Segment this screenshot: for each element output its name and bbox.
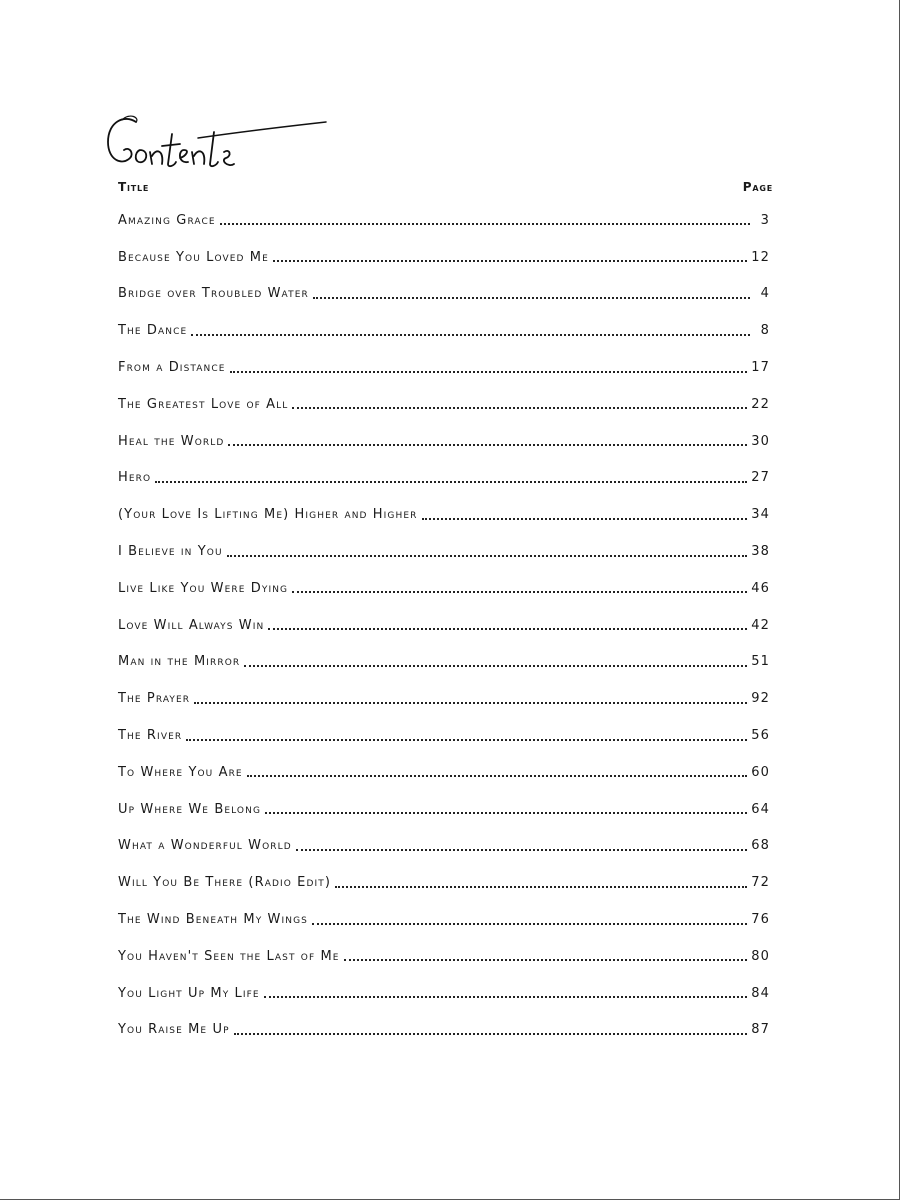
toc-entry-page-number: 22 <box>751 396 770 412</box>
dot-leader <box>422 506 748 520</box>
toc-entry-page-number: 34 <box>751 507 770 523</box>
toc-entry-page-number: 46 <box>751 580 770 596</box>
toc-entry[interactable] <box>118 864 770 901</box>
toc-entry[interactable] <box>118 938 770 975</box>
dot-leader <box>155 469 747 483</box>
toc-entry-title: Bridge over Troubled Water <box>118 286 309 302</box>
toc-entry[interactable] <box>118 460 770 497</box>
dot-leader <box>312 911 747 925</box>
toc-entry-title: Love Will Always Win <box>118 617 265 633</box>
dot-leader <box>264 984 748 998</box>
toc-entry-title: You Light Up My Life <box>118 985 260 1001</box>
toc-entry-title: You Haven't Seen the Last of Me <box>118 948 340 964</box>
dot-leader <box>244 653 747 667</box>
toc-entry-page-number: 8 <box>760 323 770 339</box>
dot-leader <box>186 727 747 741</box>
toc-entry[interactable] <box>118 386 770 423</box>
toc-entry[interactable] <box>118 828 770 865</box>
toc-entry-page-number: 12 <box>751 249 770 265</box>
dot-leader <box>220 211 750 225</box>
dot-leader <box>292 395 747 409</box>
toc-entry-page-number: 4 <box>760 286 770 302</box>
toc-entry-page-number: 80 <box>751 948 770 964</box>
page-column-label: Page <box>742 180 773 194</box>
toc-entry-title: Heal the World <box>118 433 225 449</box>
toc-entry-page-number: 92 <box>751 691 770 707</box>
dot-leader <box>194 690 747 704</box>
toc-entry-page-number: 42 <box>751 617 770 633</box>
dot-leader <box>335 874 747 888</box>
dot-leader <box>296 837 747 851</box>
toc-entry-title: Up Where We Belong <box>118 801 262 817</box>
toc-entry-page-number: 3 <box>760 212 770 228</box>
toc-entry[interactable] <box>118 312 770 349</box>
toc-entry-title: The Prayer <box>118 691 191 707</box>
dot-leader <box>247 763 748 777</box>
toc-entry[interactable] <box>118 644 770 681</box>
toc-entry-page-number: 38 <box>751 544 770 560</box>
toc-entry-title: The Wind Beneath My Wings <box>118 912 308 928</box>
title-column-label: Title <box>118 180 150 194</box>
toc-entry[interactable] <box>118 496 770 533</box>
toc-entry[interactable] <box>118 680 770 717</box>
dot-leader <box>227 543 748 557</box>
toc-entry-title: What a Wonderful World <box>118 838 292 854</box>
toc-entry-page-number: 27 <box>751 470 770 486</box>
toc-entry-title: The River <box>118 728 183 744</box>
toc-entry-title: (Your Love Is Lifting Me) Higher and Higher <box>118 507 418 523</box>
toc-entry[interactable] <box>118 754 770 791</box>
dot-leader <box>230 359 748 373</box>
toc-entry[interactable] <box>118 423 770 460</box>
toc-entry-title: I Believe in You <box>118 544 223 560</box>
toc-entry[interactable] <box>118 901 770 938</box>
dot-leader <box>265 800 747 814</box>
toc-entry-page-number: 30 <box>751 433 770 449</box>
toc-entry-title: The Greatest Love of All <box>118 396 289 412</box>
toc-entry-page-number: 87 <box>751 1022 770 1038</box>
toc-list <box>118 202 770 1048</box>
toc-entry-page-number: 60 <box>751 764 770 780</box>
toc-entry-page-number: 17 <box>751 360 770 376</box>
dot-leader <box>268 616 747 630</box>
dot-leader <box>228 432 747 446</box>
toc-entry-page-number: 51 <box>751 654 770 670</box>
toc-entry-title: Live Like You Were Dying <box>118 580 289 596</box>
toc-entry[interactable] <box>118 533 770 570</box>
dot-leader <box>234 1021 748 1035</box>
toc-entry-page-number: 76 <box>751 912 770 928</box>
toc-entry[interactable] <box>118 975 770 1012</box>
column-header-row <box>118 179 773 195</box>
toc-entry[interactable] <box>118 1012 770 1049</box>
dot-leader <box>292 579 747 593</box>
toc-entry-title: From a Distance <box>118 360 226 376</box>
toc-entry-title: Hero <box>118 470 152 486</box>
toc-entry-title: To Where You Are <box>118 764 243 780</box>
page-title <box>100 108 340 178</box>
toc-entry-title: Man in the Mirror <box>118 654 241 670</box>
toc-entry[interactable] <box>118 239 770 276</box>
script-title-logo <box>100 108 340 178</box>
toc-entry[interactable] <box>118 570 770 607</box>
toc-entry-page-number: 84 <box>751 985 770 1001</box>
toc-entry[interactable] <box>118 791 770 828</box>
dot-leader <box>313 285 750 299</box>
toc-entry-page-number: 72 <box>751 875 770 891</box>
toc-entry[interactable] <box>118 607 770 644</box>
toc-entry[interactable] <box>118 276 770 313</box>
toc-entry-page-number: 68 <box>751 838 770 854</box>
toc-entry-title: The Dance <box>118 323 188 339</box>
toc-entry[interactable] <box>118 717 770 754</box>
toc-entry-title: Because You Loved Me <box>118 249 269 265</box>
toc-entry[interactable] <box>118 349 770 386</box>
toc-entry-page-number: 64 <box>751 801 770 817</box>
toc-entry-page-number: 56 <box>751 728 770 744</box>
toc-entry-title: Will You Be There (Radio Edit) <box>118 875 332 891</box>
toc-entry[interactable] <box>118 202 770 239</box>
toc-entry-title: You Raise Me Up <box>118 1022 230 1038</box>
dot-leader <box>273 248 747 262</box>
toc-entry-title: Amazing Grace <box>118 212 216 228</box>
dot-leader <box>344 947 748 961</box>
dot-leader <box>191 322 750 336</box>
